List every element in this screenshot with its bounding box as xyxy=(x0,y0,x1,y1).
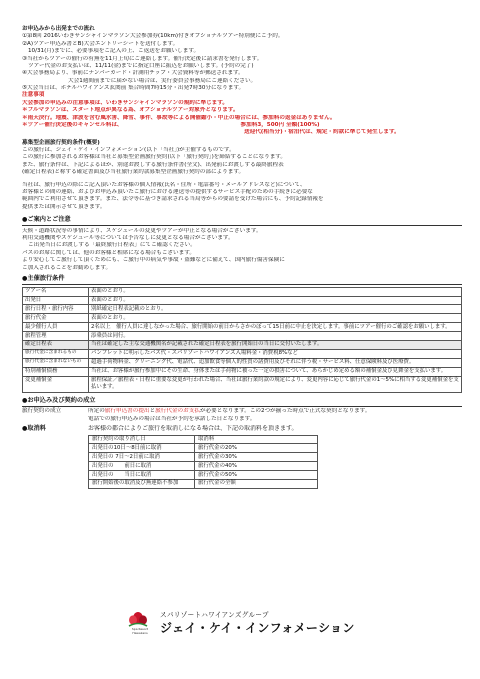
conditions-value: 別紙確定日程表記載のとおり。 xyxy=(89,305,462,314)
flow-line-7: 大会1週間前までに届かない場合は、実行委員会事務局にご連絡ください。 xyxy=(68,77,257,84)
logo-mark-text: Spa Resort Hawaiians xyxy=(131,627,149,635)
conditions-row xyxy=(23,376,462,392)
cancel-fee-amount: 旅行代金の全額 xyxy=(195,480,318,489)
cancel-fee-amount: 旅行代金の30% xyxy=(195,453,318,462)
group-name: スパリゾートハワイアンズグループ xyxy=(160,611,269,619)
conditions-value: パンフレットに明示したバス代・スパリゾートハワイアンズ入場料金・消費税8%など xyxy=(89,349,462,358)
guide-line-1: 天候・道路状況等の事情により、スケジュールの変更やツアーが中止となる場合がございます。 xyxy=(22,227,262,234)
cancel-fee-row xyxy=(89,480,318,489)
conditions-row xyxy=(23,332,462,341)
cancel-fee-amount: 旅行代金の20% xyxy=(195,444,318,453)
cancel-fee-date: 出発日の 7日～2日前に取消 xyxy=(89,453,195,462)
conditions-key: 最少催行人員 xyxy=(23,323,89,332)
conditions-value: 添乗員は同行。 xyxy=(89,332,462,341)
conditions-value: 表面のとおり。 xyxy=(89,287,462,296)
conditions-value: 超過手荷物料金、クリーニング代、電話代、追加飲食等個人的性質の諸費用及びそれに伴う税・サービス料、任意保険料及び医療費。 xyxy=(89,358,462,367)
conditions-key: 出発日 xyxy=(23,296,89,305)
conditions-key: 旅行代金 xyxy=(23,314,89,323)
cancel-fee-row xyxy=(89,444,318,453)
brochure-back-page xyxy=(22,26,462,489)
conditions-key: ツアー名 xyxy=(23,287,89,296)
summary-p2-3: 範囲内でご利用させて頂きます。また、法令等に基づき請求される当局等からの要請を受けた場合にも、予約記録情報を xyxy=(22,196,324,203)
summary-p1-2: この旅行に参加されるお客様は当社と募集型企画旅行契約(以下「旅行契約」)を締結することになります。 xyxy=(22,154,287,161)
cancel-header-date: 旅行契約の取り消し日 xyxy=(89,435,195,444)
conditions-value: 2名以上 催行人員に達しなかった場合、旅行開始の前日からさかのぼって15日前に中止を決定します。事前にツアー催行のご確認をお願いします。 xyxy=(89,323,462,332)
contract-text xyxy=(88,408,462,423)
conditions-value: 当社は、お客様が旅行参加中にその生命、身体または手荷物に被った一定の損害について、あらかじめ定める額の補償金及び見舞金を支払います。 xyxy=(89,367,462,376)
cancel-fee-amount: 旅行代金の50% xyxy=(195,471,318,480)
conditions-row xyxy=(23,349,462,358)
cancel-fee-table xyxy=(88,435,318,489)
flow-line-1: ①第8回 2016いわきサンシャインマラソン大会参加券(10km)付きオプショナルツアー特別便にご予約。 xyxy=(22,33,284,40)
cancel-fee-row xyxy=(89,462,318,471)
flow-line-6: ④大会事務局より、事前にナンバーカード・計測用チップ・大会資料等が郵送されます。 xyxy=(22,70,244,77)
cancel-fee-date: 旅行開始後の取消及び無連絡不参加 xyxy=(89,480,195,489)
flow-line-4: ③当社からツアーの催行の有無を11月上旬にご連絡します。催行決定後に請求書を発行します。 xyxy=(22,55,263,62)
cancel-label: ●取消料 xyxy=(22,425,46,433)
summary-p1-1: この旅行は、ジェイ・ケイ・インフォメーション(以下「当社」)が主催するものです。 xyxy=(22,147,235,153)
guide-line-3: ご出発当日にお渡しする「最終旅行日程表」にてご確認ください。 xyxy=(28,242,196,249)
cancel-fee-row xyxy=(89,453,318,462)
conditions-key: 旅程管理 xyxy=(23,332,89,341)
flow-line-5: ツアー代金のお支払いは、11/11(金)までに指定口座に振込をお願いします。(予約の完了) xyxy=(28,62,254,69)
conditions-row xyxy=(23,287,462,296)
application-title: ●お申込み及び契約の成立 xyxy=(22,397,462,407)
conditions-key: 変更補償金 xyxy=(23,376,89,392)
notice-4-text: ＊ツアー催行決定後のキャンセル料は、 xyxy=(22,121,123,128)
notice-1: 大会参加の申込みの注意事項は、いわきサンシャインマラソンの規約に準じます。 xyxy=(22,99,228,106)
contract-red-2: 旅行代金のお支払 xyxy=(155,408,200,415)
notice-4-fee: 参加料3，500円 全額(100%) xyxy=(240,121,320,128)
notice-4 xyxy=(22,122,462,129)
conditions-key: 旅行代金に含まれないもの xyxy=(23,358,89,367)
conditions-value: 表面のとおり。 xyxy=(89,296,462,305)
flow-line-8: ⑤大会当日は、ホテルハワイアンズ玄関前 集合時間7時15分・出発7時30分になります。 xyxy=(22,85,245,91)
flow-title: お申込みから出発までの流れ xyxy=(22,26,95,32)
contract-post: が必要となります。この2つが揃った時点で正式な契約となります。 xyxy=(199,408,371,415)
cancel-fee-date: 出発日の 前日に取消 xyxy=(89,462,195,471)
summary-p2-1: 当社は、旅行申込の際にご記入頂いたお客様の個人情報(氏名・住所・電話番号・メールアドレスなど)について、 xyxy=(22,181,306,188)
conditions-row xyxy=(23,305,462,314)
summary-p1-3: また、旅行条件は、下記によるほか、別途お渡しする旅行条件書(全文)、出発前にお渡しする最終旅程表 xyxy=(22,161,284,168)
conditions-value: 表面のとおり。 xyxy=(89,314,462,323)
conditions-value: 当社は確定した主な交通機関名が記載された確定日程表を旅行開始日の当日に交付いたします。 xyxy=(89,341,462,350)
flow-line-2: ②A)ツアー申込み書とB)大会エントリーシートを送付します。 xyxy=(22,40,179,47)
summary-p1-4: (確定日程表)と称する確定書面及び当社旅行業約款募集型企画旅行契約の部によります。 xyxy=(22,169,245,176)
guide-line-4: バスのお席に関しては、他のお客様と相席になる場合もございます。 xyxy=(22,249,195,256)
conditions-key: 旅行日程・旅行内容 xyxy=(23,305,89,314)
summary-p2-4: 提供または開示させて頂きます。 xyxy=(22,203,106,210)
conditions-row xyxy=(23,323,462,332)
contract-red-1: 旅行申込書の提出 xyxy=(104,408,150,415)
conditions-row xyxy=(23,341,462,350)
cancel-fee-date: 出発日の10日～8日前に取消 xyxy=(89,444,195,453)
conditions-title: ●主催旅行条件 xyxy=(22,275,462,285)
notice-title: 注意事項 xyxy=(22,92,45,99)
contract-label: 旅行契約の成立 xyxy=(22,408,62,415)
conditions-key: 旅行代金に含まれるもの xyxy=(23,349,89,358)
conditions-row xyxy=(23,367,462,376)
cancel-section xyxy=(22,425,462,489)
notice-2: ＊フルマラソンは、スタート地点が異なる為、オプショナルツアー対象外となります。 xyxy=(22,107,239,114)
guide-line-6: ご加入されることをお勧めします。 xyxy=(22,264,112,271)
conditions-row xyxy=(23,314,462,323)
company-name: ジェイ・ケイ・インフォメーション xyxy=(160,621,355,635)
guide-title: ●ご案内とご注意 xyxy=(22,216,462,226)
conditions-key: 確定日程表 xyxy=(23,341,89,350)
summary-p2-2: お客様との間の連絡、およびお申込み頂いたご旅行における運送等の提供するサービス手配のための手続きに必要な xyxy=(22,188,313,195)
notice-5: 送迎代(相当分)・宿泊代は、規定・約款に準じて発生します。 xyxy=(244,129,400,136)
cancel-header-fee: 取消料 xyxy=(195,435,318,444)
cancel-intro: お客様の都合によりご旅行を取消しになる場合は、下記の取消料を頂きます。 xyxy=(88,425,298,433)
notice-3: ＊雨天決行。地震、津波を含む風水害、降雪、事件、事故等による開催縮小・中止の場合には、参加料の返金はありません。 xyxy=(22,114,336,121)
contract-line-2: 電話での旅行申込みの場合は当社が予約を承諾した日となります。 xyxy=(88,415,256,422)
contract-row xyxy=(22,408,462,423)
conditions-row xyxy=(23,358,462,367)
summary-title: 募集型企画旅行契約条件(概要) xyxy=(22,139,100,146)
conditions-table xyxy=(22,287,462,393)
conditions-value: 旅程保証／旅程表・日程に重要な変更が行われた場合、当社は旅行業約款の規定により、変更内容に応じて旅行代金の1～5%に相当する変更補償金を支払います。 xyxy=(89,376,462,392)
flow-line-3: 10/31(月)までに、必要事項をご記入の上、ご返送をお願いします。 xyxy=(28,48,200,55)
contract-pre: 所定の xyxy=(88,408,105,415)
cancel-fee-row xyxy=(89,471,318,480)
contract-mid: と xyxy=(149,408,156,415)
company-footer xyxy=(125,607,365,639)
cancel-fee-date: 出発日の 当日に取消 xyxy=(89,471,195,480)
conditions-key: 特別補償債務 xyxy=(23,367,89,376)
guide-line-2: 利用交通機関やスケジュール等については予告なしに変更となる場合がございます。 xyxy=(22,235,234,242)
guide-line-5: より安心してご旅行して頂くためにも、ご旅行中の病気や事故・盗難などに備えて、国内旅行傷害保険に xyxy=(22,257,285,264)
conditions-row xyxy=(23,296,462,305)
cancel-fee-amount: 旅行代金の40% xyxy=(195,462,318,471)
